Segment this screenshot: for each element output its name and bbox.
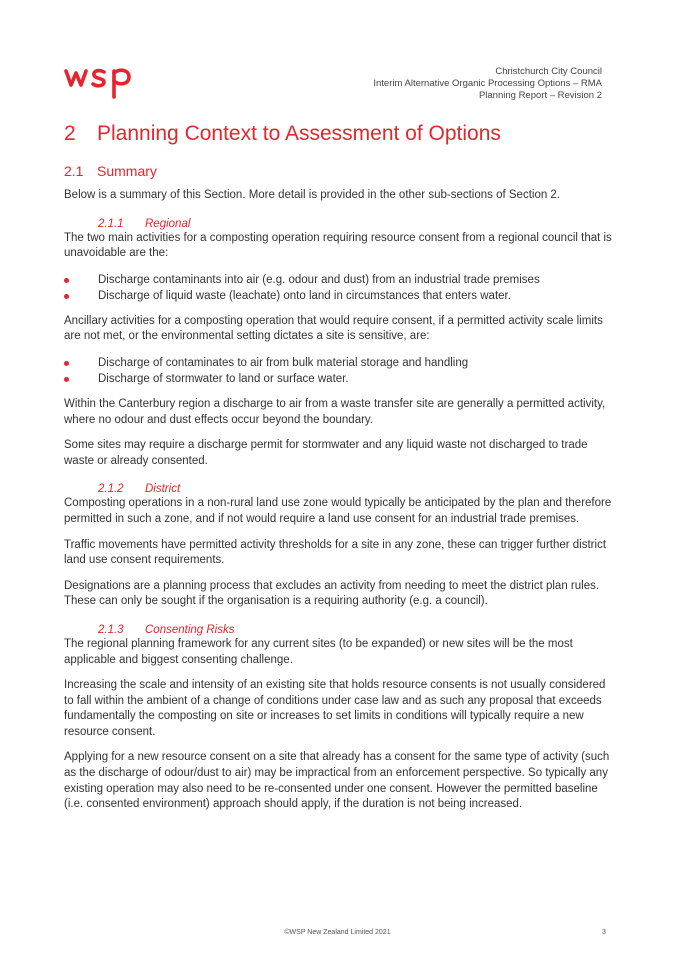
district-heading: [64, 483, 614, 495]
list-item: Discharge of stormwater to land or surface water.: [64, 371, 614, 387]
subsection-heading: [64, 163, 614, 179]
bullet-icon: [64, 361, 69, 366]
district-paragraph-3: Designations are a planning process that excludes an activity from needing to meet the district plan rules. These can only be sought if the organisation is a requiring authority (e.g. a council).: [64, 579, 600, 608]
regional-paragraph-4: Some sites may require a discharge permit for stormwater and any liquid waste not discharged to trade waste or already consented.: [64, 439, 588, 467]
page-content: [64, 122, 614, 823]
list-item: Discharge of liquid waste (leachate) onto land in circumstances that enters water.: [64, 288, 614, 304]
regional-bullet-list-2: [64, 355, 614, 387]
footer-copyright: ©WSP New Zealand Limited 2021: [284, 929, 391, 936]
risks-number: 2.1.3: [98, 623, 124, 636]
header-client: Christchurch City Council: [495, 66, 602, 77]
summary-intro: Below is a summary of this Section. More detail is provided in the other sub-sections of Section 2.: [64, 189, 561, 201]
list-item: Discharge of contaminates to air from bulk material storage and handling: [64, 355, 614, 371]
logo-text: wsp: [63, 99, 65, 100]
section-title: Planning Context to Assessment of Options: [97, 122, 501, 145]
header-project: Interim Alternative Organic Processing Options – RMA: [373, 78, 602, 89]
wsp-logo: [63, 64, 139, 100]
risks-paragraph-2: Increasing the scale and intensity of an existing site that holds resource consents is not usually considered to fall within the ambient of a change of conditions under case law and as such any proposal that exceeds fundamentally the composting on site or increases to set limits in conditions will typically require a new resource consent.: [64, 679, 606, 738]
section-heading: [64, 122, 614, 146]
subsection-number: 2.1: [64, 163, 84, 179]
bullet-icon: [64, 377, 69, 382]
regional-paragraph-3: Within the Canterbury region a discharge to air from a waste transfer site are generally a permitted activity, where no odour and dust effects occur beyond the boundary.: [64, 397, 606, 426]
risks-paragraph-1: The regional planning framework for any current sites (to be expanded) or new sites will be the most applicable and biggest consenting challenge.: [64, 637, 573, 666]
document-header: [373, 66, 602, 102]
header-report: Planning Report – Revision 2: [478, 90, 602, 101]
page-number: 3: [602, 929, 606, 936]
risks-paragraph-3: Applying for a new resource consent on a site that already has a consent for the same type of activity (such as the discharge of odour/dust to air) may be impractical from an enforcement perspective. So typically any existing operation may also need to be re-consented under one consent. However the permitted baseline (i.e. consented environment) approach should apply, if the duration is not being increased.: [64, 751, 610, 811]
regional-paragraph-2: Ancillary activities for a composting operation that would require consent, if a permitted activity scale limits are not met, or the environmental setting dictates a site is sensitive, are:: [64, 314, 603, 343]
district-paragraph-2: Traffic movements have permitted activity thresholds for a site in any zone, these can trigger further district land use consent requirements.: [64, 538, 607, 567]
regional-number: 2.1.1: [98, 217, 124, 230]
list-item: Discharge contaminants into air (e.g. odour and dust) from an industrial trade premises: [64, 272, 614, 288]
bullet-icon: [64, 278, 69, 283]
subsection-title: Summary: [97, 163, 157, 179]
regional-title: Regional: [145, 217, 191, 230]
risks-heading: [64, 624, 614, 636]
risks-title: Consenting Risks: [145, 623, 235, 636]
regional-heading: [64, 218, 614, 230]
district-title: District: [145, 483, 181, 496]
section-number: 2: [64, 122, 76, 145]
regional-paragraph-1: The two main activities for a composting operation requiring resource consent from a regional council that is unavoidable are the:: [64, 231, 612, 260]
district-paragraph-1: Composting operations in a non-rural land use zone would typically be anticipated by the plan and therefore permitted in such a zone, and if not would require a land use consent for an industrial trade premises.: [64, 497, 612, 525]
bullet-icon: [64, 294, 69, 299]
district-number: 2.1.2: [98, 483, 124, 496]
regional-bullet-list-1: [64, 272, 614, 304]
